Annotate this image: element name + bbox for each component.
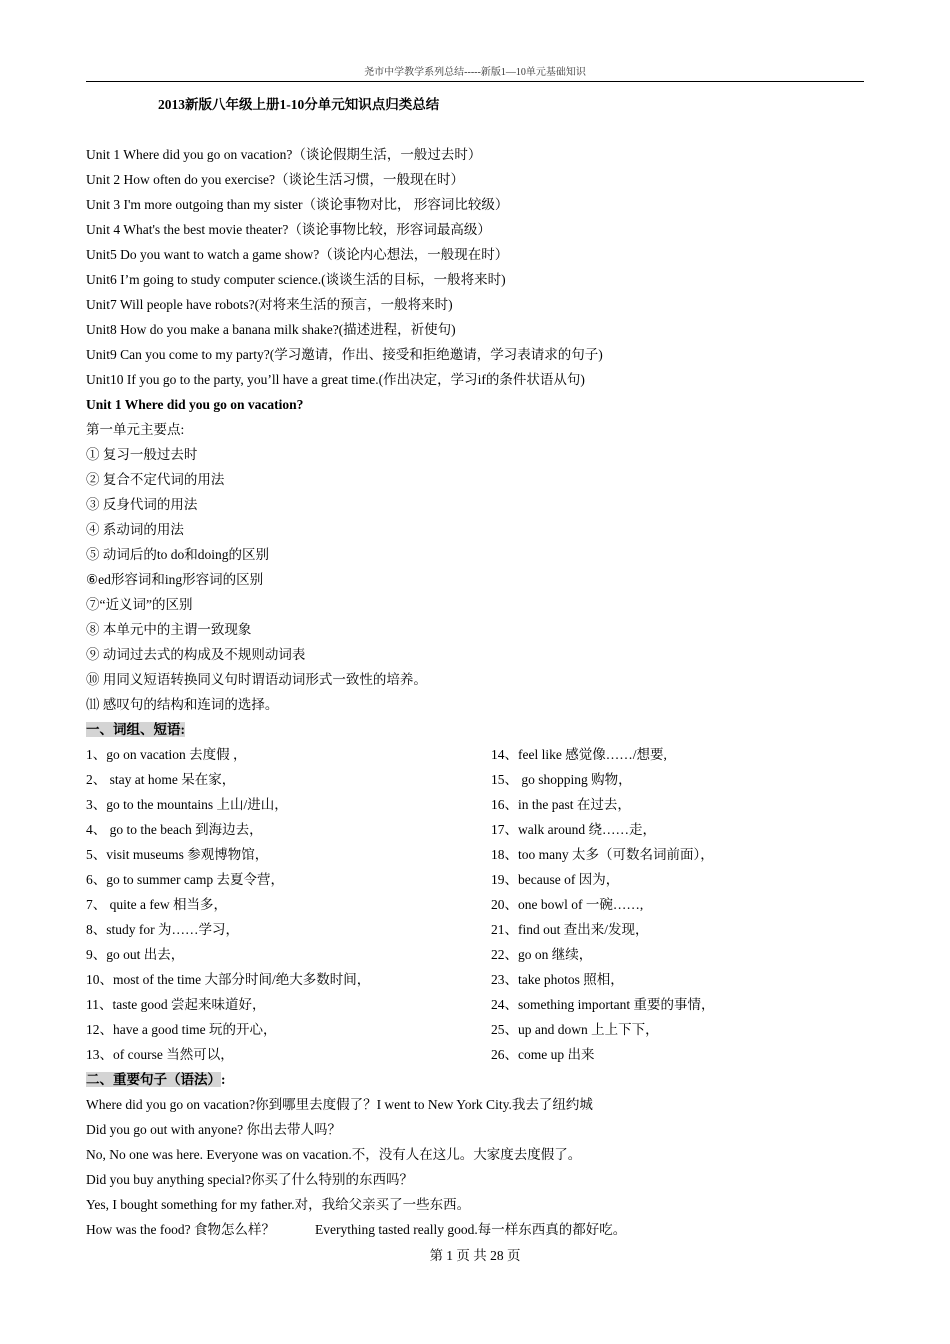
main-points-label: 第一单元主要点: [86, 422, 185, 437]
unit-list-item: Unit5 Do you want to watch a game show?（谈论内心想法，一般现在时） [86, 247, 509, 262]
phrase-item: 7、 quite a few 相当多， [86, 897, 227, 912]
main-point: ② 复合不定代词的用法 [86, 472, 225, 487]
phrase-item: 11、taste good 尝起来味道好， [86, 997, 266, 1012]
sentences-section-title [86, 1070, 226, 1090]
phrase-item: 17、walk around 绕……走， [491, 822, 656, 837]
main-point: ⑧ 本单元中的主谓一致现象 [86, 622, 252, 637]
phrase-item: 20、one bowl of 一碗……, [491, 897, 644, 912]
unit-list-item: Unit 1 Where did you go on vacation?（谈论假期生活，一般过去时） [86, 147, 482, 162]
unit-list-item: Unit 3 I'm more outgoing than my sister（谈论事物对比， 形容词比较级） [86, 197, 509, 212]
sentences-title-colon: : [221, 1072, 226, 1087]
unit-list-item: Unit9 Can you come to my party?(学习邀请，作出、接受和拒绝邀请，学习表请求的句子) [86, 347, 603, 362]
sentences-title-text: 二、重要句子（语法） [86, 1072, 221, 1087]
phrase-item: 8、study for 为……学习， [86, 922, 239, 937]
main-point: ⑦“近义词”的区别 [86, 597, 193, 612]
sentence-line: Did you buy anything special?你买了什么特别的东西吗？ [86, 1172, 413, 1187]
main-point: ③ 反身代词的用法 [86, 497, 198, 512]
phrases-section-title [86, 720, 185, 740]
phrase-item: 2、 stay at home 呆在家， [86, 772, 236, 787]
phrase-item: 18、too many 太多（可数名词前面）， [491, 847, 714, 862]
main-point: ⑥ed形容词和ing形容词的区别 [86, 572, 264, 587]
unit1-heading: Unit 1 Where did you go on vacation? [86, 397, 304, 412]
main-point: ④ 系动词的用法 [86, 522, 184, 537]
phrase-item: 21、find out 查出来/发现， [491, 922, 649, 937]
unit-list-item: Unit 4 What's the best movie theater?（谈论事物比较，形容词最高级） [86, 222, 491, 237]
phrase-item: 23、take photos 照相， [491, 972, 624, 987]
phrase-item: 1、go on vacation 去度假 ， [86, 747, 247, 762]
phrase-item: 26、come up 出来 [491, 1047, 595, 1062]
main-point: ⑾ 感叹句的结构和连词的选择。 [86, 697, 279, 712]
phrase-item: 5、visit museums 参观博物馆， [86, 847, 269, 862]
page-footer: 第 1 页 共 28 页 [429, 1248, 521, 1263]
phrase-item: 12、have a good time 玩的开心， [86, 1022, 277, 1037]
unit-list-item: Unit 2 How often do you exercise?（谈论生活习惯，一般现在时） [86, 172, 464, 187]
phrase-item: 4、 go to the beach 到海边去， [86, 822, 263, 837]
sentence-line: No, No one was here. Everyone was on vacation.不，没有人在这儿。大家度去度假了。 [86, 1147, 582, 1162]
sentence-part: How was the food? 食物怎么样？ [86, 1222, 275, 1237]
sentence-part: Everything tasted really good.每一样东西真的都好吃。 [314, 1222, 627, 1237]
phrase-item: 22、go on 继续， [491, 947, 593, 962]
phrase-item: 13、of course 当然可以， [86, 1047, 234, 1062]
phrases-title-text: 一、词组、短语: [86, 722, 185, 737]
phrase-item: 24、something important 重要的事情， [491, 997, 715, 1012]
phrase-item: 16、in the past 在过去， [491, 797, 631, 812]
main-point: ⑩ 用同义短语转换同义句时谓语动词形式一致性的培养。 [86, 672, 427, 687]
main-point: ⑨ 动词过去式的构成及不规则动词表 [86, 647, 306, 662]
main-point: ① 复习一般过去时 [86, 447, 198, 462]
sentence-line: Where did you go on vacation?你到哪里去度假了？I went to New York City.我去了纽约城 [86, 1097, 593, 1112]
unit-list-item: Unit7 Will people have robots?(对将来生活的预言，一般将来时) [86, 297, 453, 312]
running-header: 尧市中学教学系列总结-----新版1—10单元基础知识 [364, 67, 586, 78]
main-point: ⑤ 动词后的to do和doing的区别 [86, 547, 270, 562]
unit-list-item: Unit10 If you go to the party, you’ll have a great time.(作出决定，学习if的条件状语从句) [86, 372, 585, 387]
phrase-item: 25、up and down 上上下下， [491, 1022, 659, 1037]
sentence-line: Did you go out with anyone? 你出去带人吗？ [86, 1122, 341, 1137]
phrase-item: 9、go out 出去， [86, 947, 185, 962]
document-title: 2013新版八年级上册1-10分单元知识点归类总结 [158, 97, 440, 112]
unit-list-item: Unit6 I’m going to study computer science.(谈谈生活的目标，一般将来时) [86, 272, 506, 287]
header-rule [86, 81, 864, 82]
phrase-item: 14、feel like 感觉像……/想要, [491, 747, 667, 762]
sentence-line [86, 1220, 626, 1240]
phrase-item: 10、most of the time 大部分时间/绝大多数时间， [86, 972, 371, 987]
phrase-item: 3、go to the mountains 上山/进山， [86, 797, 288, 812]
phrase-item: 19、because of 因为， [491, 872, 620, 887]
sentence-line: Yes, I bought something for my father.对，我给父亲买了一些东西。 [86, 1197, 471, 1212]
phrase-item: 6、go to summer camp 去夏令营， [86, 872, 284, 887]
phrase-item: 15、 go shopping 购物， [491, 772, 632, 787]
unit-list-item: Unit8 How do you make a banana milk shake?(描述进程，祈使句) [86, 322, 456, 337]
